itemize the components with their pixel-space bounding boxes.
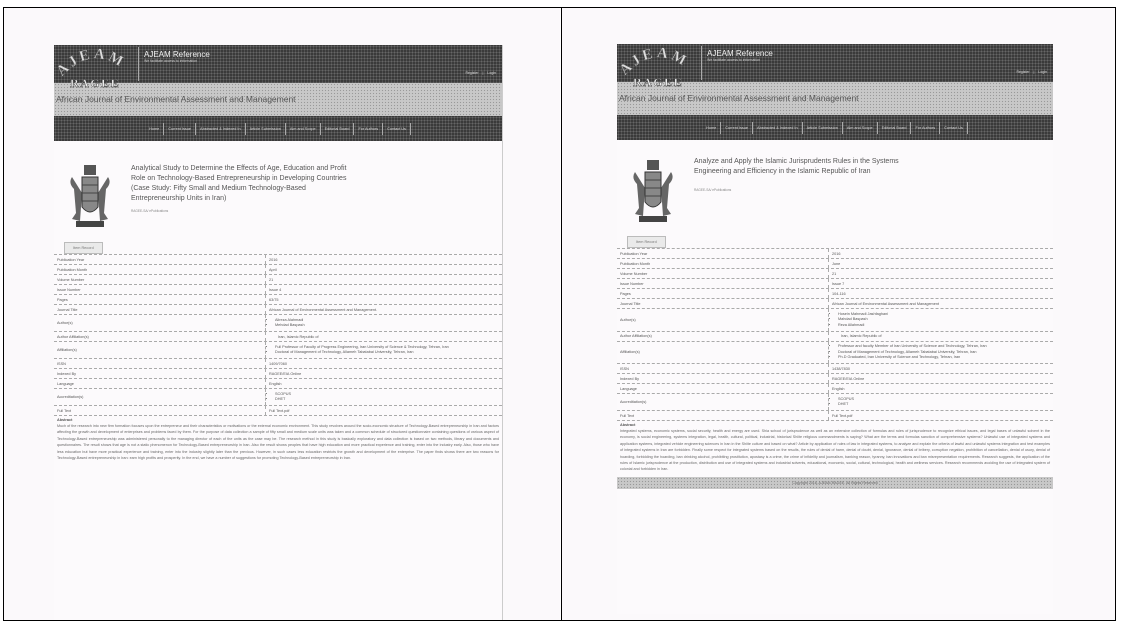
row-label: Indexed By xyxy=(617,374,829,383)
row-value: RAGEE/EIA Online xyxy=(832,376,865,381)
row-value: 21 xyxy=(269,277,274,282)
article-title: Analyze and Apply the Islamic Jurisprudents Rules in the Systems Engineering and Efficiency in the Islamic Republic of Iran xyxy=(694,158,899,175)
row-value: African Journal of Environmental Assessment and Management. xyxy=(269,307,378,312)
row-label: Pages xyxy=(54,295,266,304)
row-label: Language xyxy=(617,384,829,393)
table-row xyxy=(617,289,1053,299)
table-row xyxy=(617,342,1053,365)
table-row xyxy=(54,359,502,369)
table-row xyxy=(54,265,502,275)
row-value xyxy=(266,342,502,358)
table-row xyxy=(617,364,1053,374)
author-link[interactable]: • Alireza Alahmadi xyxy=(275,318,499,324)
nav-abstracted-indexed[interactable]: Abstracted & Indexed In xyxy=(753,122,803,134)
nav-aim-scope[interactable]: Aim and Scope xyxy=(286,123,321,135)
row-value: 21 xyxy=(832,271,837,276)
auth-links xyxy=(463,71,498,75)
nav-editorial-board[interactable]: Editorial Board xyxy=(321,123,355,135)
accreditation-item: • SCOPUS xyxy=(838,397,1050,403)
svg-text:AJEAM: AJEAM xyxy=(617,44,692,79)
table-row xyxy=(54,379,502,389)
row-label: Full Text xyxy=(617,411,829,420)
table-row xyxy=(617,269,1053,279)
row-value xyxy=(829,309,1053,331)
nav-for-authors[interactable]: For Authors xyxy=(911,122,940,134)
row-value xyxy=(266,315,502,331)
svg-text:AJEAM: AJEAM xyxy=(54,45,129,80)
table-row xyxy=(617,249,1053,259)
item-record-tab[interactable]: Item Record xyxy=(64,242,103,254)
publisher: RAGEE-SA/ ePublications xyxy=(131,209,169,213)
nav-abstracted-indexed[interactable]: Abstracted & Indexed In xyxy=(196,123,246,135)
table-row xyxy=(54,332,502,342)
affiliation-item: • Doctoral of Management of Technology, Allameh Tabatabai University, Tehran, Iran xyxy=(838,350,1050,356)
row-label: Indexed By xyxy=(54,369,266,378)
table-row xyxy=(54,369,502,379)
table-row xyxy=(617,279,1053,289)
row-label: Journal Title xyxy=(54,305,266,314)
register-link[interactable]: Register xyxy=(1016,70,1030,74)
nav-editorial-board[interactable]: Editorial Board xyxy=(878,122,912,134)
row-label: Language xyxy=(54,379,266,388)
row-value xyxy=(266,389,502,405)
table-row xyxy=(54,255,502,265)
row-value: English xyxy=(832,386,845,391)
table-row xyxy=(617,394,1053,411)
table-row xyxy=(54,342,502,359)
ref-title: AJEAM Reference xyxy=(707,49,773,58)
author-link[interactable]: • Reza Allahmadi xyxy=(838,323,1050,329)
coat-of-arms-icon xyxy=(66,163,114,231)
login-link[interactable]: Login xyxy=(487,71,496,75)
row-label: Accreditation(s) xyxy=(617,394,829,410)
nav-current-issue[interactable]: Current Issue xyxy=(164,123,196,135)
logo-separator xyxy=(138,47,139,81)
item-record-tab[interactable]: Item Record xyxy=(627,236,666,248)
row-label: Author(s) xyxy=(54,315,266,331)
article-heading xyxy=(617,140,1053,230)
table-row xyxy=(617,259,1053,269)
article-title: Analytical Study to Determine the Effects of Age, Education and Profit Role on Technology-Based Entrepreneurship in Developing Countries (Case Study: Fifty Small and Medium Technology-Based Entrepreneurship Units in Iran) xyxy=(131,165,347,202)
table-row xyxy=(617,309,1053,332)
nav-article-submission[interactable]: Article Submission xyxy=(803,122,843,134)
journal-name-banner: African Journal of Environmental Assessment and Management xyxy=(617,82,1053,115)
row-label: Author(s) xyxy=(617,309,829,331)
row-label: Author Affiliation(s) xyxy=(54,332,266,341)
abstract-heading: Abstract xyxy=(620,423,636,427)
row-value: Issue 7 xyxy=(832,281,845,286)
table-row xyxy=(54,315,502,332)
row-label: Publication Year xyxy=(54,255,266,264)
table-row xyxy=(617,411,1053,421)
site-header xyxy=(617,44,1053,87)
nav-contact-us[interactable]: Contact Us xyxy=(940,122,968,134)
ajeam-ragee-logo xyxy=(54,45,137,88)
item-record-table xyxy=(54,254,502,416)
row-label: Publication Year xyxy=(617,249,829,258)
publisher: RAGEE-SA/ ePublications xyxy=(694,188,732,192)
accreditation-item: • DHET xyxy=(838,402,1050,408)
ref-title: AJEAM Reference xyxy=(144,50,210,59)
row-value: April xyxy=(269,267,277,272)
row-label: Author Affiliation(s) xyxy=(617,332,829,341)
abstract-text: Integrated systems, economic systems, social security, health and energy are used. Shia school of jurisprudence as well as an extensive collection of formulas and rules of jurisprudence to recognize ethical issues, and legal bases of unlawful solvent in the economy, is social engineering, systems integration, legal, health, cultural, political, industrial, historical Shiite religious commandments is saying? What are the terms and formulas sanction of comprehensive systems? Unlawful use of integrated systems and application systems, integrated vehicle engineering sciences in Iran in the Shiite culture and based on what? Article by application of rules of law in integrated systems, to analyze and explain the criteria of lawful and unlawful systems integration and test examples of integrated systems in Iran are forbidden. Finally some respect for integrated systems based on the results, the rules of denial of harm, denial of doubt, denial, ignorance, denial of bribery, corruption negation, prohibition of cancellation, denial of usury, denial of hoarding, forbidding the hoarding, ban drinking alcohol, prohibiting prostitution, apostasy is a crime, the crime of infidelity and journalism, banking reason, tyranny, ban innovations and ban misrepresentation requirements. Research suggests, the application of the rules of Islamic jurisprudence at the production, distribution and use of integrated systems and industrial solvents, educational, economic, social, cultural, technological, health and wellness services. Research recommends avoiding the use of integrated system of colonial and forbidden in Iran. xyxy=(620,429,1050,472)
row-label: ISSN xyxy=(54,359,266,368)
login-link[interactable]: Login xyxy=(1038,70,1047,74)
coat-of-arms-icon xyxy=(629,158,677,226)
row-value: 2016 xyxy=(832,251,841,256)
table-row xyxy=(54,275,502,285)
row-label: Affiliation(s) xyxy=(54,342,266,358)
row-value: RAGEE/EIA Online xyxy=(269,371,302,376)
row-label: Issue Number xyxy=(617,279,829,288)
table-row xyxy=(617,384,1053,394)
nav-article-submission[interactable]: Article Submission xyxy=(246,123,286,135)
left-article-page xyxy=(54,45,503,620)
fulltext-link[interactable]: Full Text.pdf xyxy=(832,413,853,418)
nav-current-issue[interactable]: Current Issue xyxy=(721,122,753,134)
auth-separator: | xyxy=(482,71,484,75)
article-heading xyxy=(54,141,502,236)
main-nav xyxy=(617,115,1053,140)
nav-home[interactable]: Home xyxy=(145,123,164,135)
row-label: Full Text xyxy=(54,406,266,415)
auth-separator: | xyxy=(1033,70,1035,74)
author-link[interactable]: • Mahdad Baspash xyxy=(838,317,1050,323)
row-value: 1438/7830 xyxy=(832,366,850,371)
row-label: ISSN xyxy=(617,364,829,373)
row-value: Iran, Islamic Republic of xyxy=(841,334,882,338)
author-link[interactable]: • Mehdad Baspash xyxy=(275,323,499,329)
table-row xyxy=(54,389,502,406)
table-row xyxy=(54,406,502,416)
nav-home[interactable]: Home xyxy=(702,122,721,134)
row-label: Issue Number xyxy=(54,285,266,294)
register-link[interactable]: Register xyxy=(465,71,479,75)
right-scanned-page xyxy=(562,8,1115,620)
row-value: 63/75 xyxy=(269,297,279,302)
ref-subtitle: We facilitate access to information xyxy=(707,58,761,62)
row-label: Publication Month xyxy=(54,265,266,274)
fulltext-link[interactable]: Full Text.pdf xyxy=(269,408,290,413)
affiliation-item: • Ph.D Graduated, Iran University of Science and Technology, Tehran, Iran xyxy=(838,355,1050,361)
row-value: June xyxy=(832,261,841,266)
row-value xyxy=(829,394,1053,410)
nav-for-authors[interactable]: For Authors xyxy=(354,123,383,135)
row-value: Iran, Islamic Republic of xyxy=(278,334,319,339)
row-value: Issue 4 xyxy=(269,287,282,292)
nav-aim-scope[interactable]: Aim and Scope xyxy=(843,122,878,134)
abstract-heading: Abstract xyxy=(57,418,73,422)
row-value: African Journal of Environmental Assessment and Management xyxy=(832,301,940,306)
row-value: English xyxy=(269,381,282,386)
item-record-table xyxy=(617,248,1053,421)
accreditation-item: • DHET xyxy=(275,397,499,403)
row-value xyxy=(829,342,1053,364)
affiliation-item: • Professor and faculty Member of Iran University of Science and Technology, Tehran, Iran xyxy=(838,344,1050,350)
site-header xyxy=(54,45,502,88)
copyright-footer: Copyright 2016, AJEAM-RAGEE. All Rights Reserved xyxy=(617,477,1053,489)
row-label: Pages xyxy=(617,289,829,298)
table-row xyxy=(617,299,1053,309)
abstract-text: Much of the research into new firm formation focuses upon the entrepreneur and their characteristics or motivations or the external economic environment. This study revolves around the socio-economic structure of Technology-Based entrepreneurship in Iran and factors affecting the growth and development of enterprises and problems faced by them. For the purpose of data collection a sample of fifty small and medium scale units was taken and a common schedule of structured questionnaire containing questions of various aspect of Technology-Based entrepreneurship was administered personally to the managing director of each of the units as the case may be. The research method in this study is basically exploratory and data collection is based on two methods, library and documents and questionnaires. The result shows that age is not a static phenomenon for Technology-Based entrepreneurship in Iran. Also the result shows peoples that have high education and more practical experience and training, enter into the industry early. Also, those who have less education but have more practical experience and training, enter into the industry slightly later than the previous. However, in such cases less education restricts the growth and development of the enterprise. The paper finds shows there are two reasons for Technology-Based entrepreneurship in Iran: earn high profits and prosperity. In the end, we have a number of suggestions for promoting Technology-Based entrepreneurship in Iran. xyxy=(57,424,499,461)
row-value: 2016 xyxy=(269,257,278,262)
accreditation-item: • SCOPUS xyxy=(275,392,499,398)
row-label: Journal Title xyxy=(617,299,829,308)
left-scanned-page xyxy=(4,8,560,620)
table-row xyxy=(617,332,1053,342)
row-value: 1409/7060 xyxy=(269,361,287,366)
svg-text:RAGEE: RAGEE xyxy=(70,76,121,88)
table-row xyxy=(54,285,502,295)
row-label: Accreditation(s) xyxy=(54,389,266,405)
journal-name-banner: African Journal of Environmental Assessment and Management xyxy=(54,83,502,116)
row-label: Publication Month xyxy=(617,259,829,268)
svg-text:RAGEE: RAGEE xyxy=(633,75,684,87)
auth-links xyxy=(1014,70,1049,74)
affiliation-item: • Full Professor of Faculty of Progress Engineering, Iran University of Science & Technology, Tehran, Iran xyxy=(275,345,499,351)
row-label: Volume Number xyxy=(617,269,829,278)
logo-separator xyxy=(701,46,702,80)
ref-subtitle: We facilitate access to information xyxy=(144,59,198,63)
table-row xyxy=(54,295,502,305)
table-row xyxy=(617,374,1053,384)
main-nav xyxy=(54,116,502,141)
row-label: Affiliation(s) xyxy=(617,342,829,364)
right-article-page xyxy=(617,44,1053,614)
row-value: 104-116 xyxy=(832,291,846,296)
table-row xyxy=(54,305,502,315)
nav-contact-us[interactable]: Contact Us xyxy=(383,123,411,135)
affiliation-item: • Doctoral of Management of Technology, Allameh Tabatabai University, Tehran, Iran xyxy=(275,350,499,356)
ajeam-ragee-logo xyxy=(617,44,700,87)
author-link[interactable]: • Hosein Mahmadi Jashfaghani xyxy=(838,312,1050,318)
row-label: Volume Number xyxy=(54,275,266,284)
